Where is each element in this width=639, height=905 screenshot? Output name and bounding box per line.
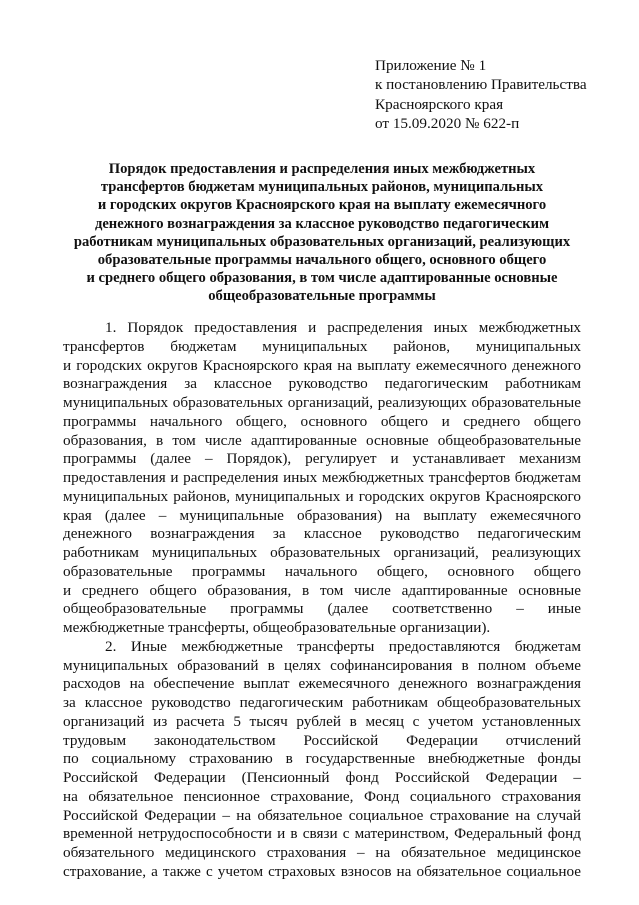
paragraph-2-line: за классное руководство педагогическим работникам общеобразовательных [63,694,581,711]
paragraph-1-line: работникам муниципальных образовательных организаций, реализующих [63,544,581,561]
appendix-resolution-ref: к постановлению Правительства [375,76,587,94]
paragraph-1-line: и среднего общего образования, в том числе адаптированные основные [63,581,581,599]
paragraph-2-line: 2. Иные межбюджетные трансферты предоставляются бюджетам [105,637,581,655]
paragraph-2-line: Российской Федерации (Пенсионный фонд Российской Федерации – [63,769,581,786]
appendix-date-number: от 15.09.2020 № 622-п [375,114,520,132]
paragraph-2-line: трудовым законодательством Российской Федерации отчислений [63,731,581,749]
paragraph-1-line: денежного вознаграждения за классное руководство педагогическим [63,525,581,543]
title-line: и городских округов Красноярского края на выплату ежемесячного [97,197,547,214]
paragraph-2-line: муниципальных образований в целях софинансирования в полном объеме [63,656,581,674]
title-line: образовательные программы начального общего, основного общего [97,252,547,269]
paragraph-1-line: муниципальных образовательных организаций, реализующих образовательные [63,394,581,411]
paragraph-1-line: общеобразовательные программы (далее соответственно – иные [63,600,581,618]
title-line: Порядок предоставления и распределения иных межбюджетных [108,161,536,177]
paragraph-1-line: вознаграждения за классное руководство педагогическим работникам [63,375,581,393]
paragraph-1-line: и городских округов Красноярского края на выплату ежемесячного денежного [63,356,581,374]
paragraph-2-line: обязательного медицинского страхования – на обязательное медицинское [63,844,581,861]
appendix-region: Красноярского края [375,95,504,113]
title-line: трансфертов бюджетам муниципальных районов, муниципальных [100,179,544,196]
title-line: общеобразовательные программы [208,288,436,305]
paragraph-1-line: программы (далее – Порядок), регулирует и устанавливает механизм [63,450,581,468]
paragraph-1-line: 1. Порядок предоставления и распределения иных межбюджетных [105,319,581,336]
paragraph-2-line: по социальному страхованию в государственные внебюджетные фонды [63,750,581,768]
paragraph-2-line: на обязательное пенсионное страхование, Фонд социального страхования [63,787,581,805]
paragraph-1-line: предоставления и распределения иных межбюджетных трансфертов бюджетам [63,469,581,486]
title-line: и среднего общего образования, в том числе адаптированные основные [86,270,558,287]
paragraph-2-line: расходов на обеспечение выплат ежемесячного денежного вознаграждения [63,675,581,693]
paragraph-1-line: программы начального общего, основного общего и среднего общего [63,412,581,430]
title-line: работникам муниципальных образовательных организаций, реализующих [73,233,571,250]
paragraph-2-line: организаций из расчета 5 тысяч рублей в месяц с учетом установленных [63,712,581,730]
paragraph-1-line: края (далее – муниципальные образования) на выплату ежемесячного [63,506,581,524]
paragraph-2-line: страхование, а также с учетом страховых взносов на обязательное социальное [63,862,581,880]
paragraph-1-line: трансфертов бюджетам муниципальных районов, муниципальных [63,337,581,355]
appendix-number: Приложение № 1 [375,57,487,74]
title-line: денежного вознаграждения за классное руководство педагогическим [94,215,550,232]
paragraph-1-line: образовательные программы начального общего, основного общего [63,562,581,580]
paragraph-1-line: межбюджетные трансферты, общеобразовательные организации). [63,619,491,636]
paragraph-2-line: Российской Федерации – на обязательное социальное страхование на случай [63,806,581,824]
document-title [60,160,584,306]
document-body [63,319,581,882]
appendix-reference [375,56,587,133]
paragraph-1-line: муниципальных районов, муниципальных и городских округов Красноярского [63,487,581,505]
paragraph-2-line: временной нетрудоспособности и в связи с материнством, Федеральный фонд [63,825,581,843]
paragraph-1-line: образования, в том числе адаптированные основные общеобразовательные [63,431,581,449]
